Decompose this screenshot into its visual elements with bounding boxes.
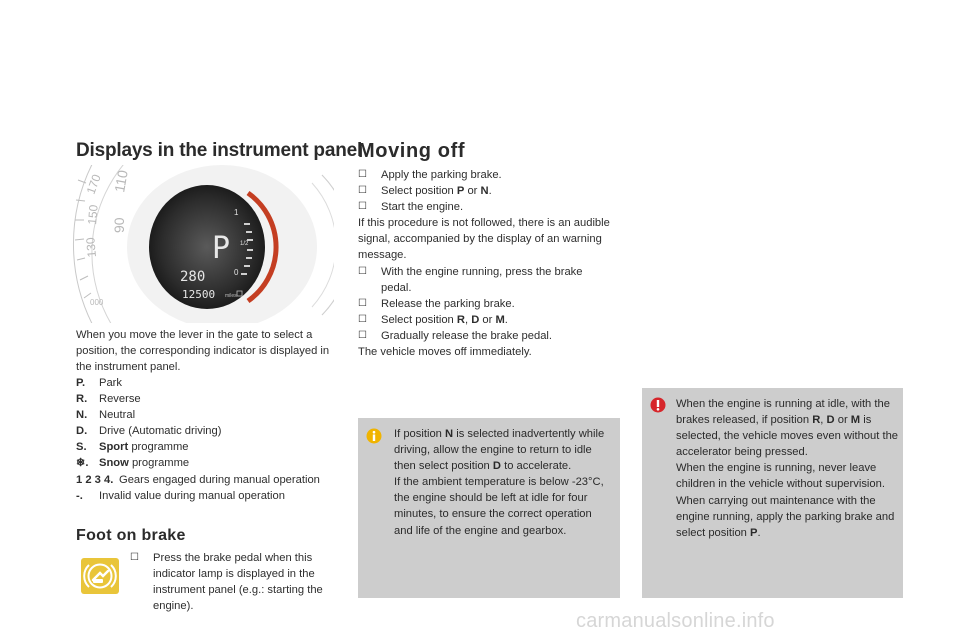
instrument-panel-illustration [72,165,334,323]
warning-box-text: When the engine is running at idle, with the brakes released, if position R, D or M is selected, the vehicle moves even without the accelerator being pressed. When the engine is running, never leave children in the vehicle without supervision. When carrying out maintenance with the engine running, apply the parking brake and select position P. [676,398,899,539]
info-box [358,418,620,598]
def-row: N. Neutral [76,409,136,422]
odometer: 12500 [182,288,216,301]
scale-mark: 90 [111,217,127,233]
bullet-icon: ☐ [358,329,367,341]
def-row: D. Drive (Automatic driving) [76,425,222,438]
bullet-icon: ☐ [358,169,367,180]
section-title-moving-off: Moving off [358,140,466,162]
def-row: R. Reverse [76,393,141,406]
list-item: ☐ Select position P or N. [358,183,613,199]
warning-box [642,388,903,598]
bullet-icon: ☐ [358,313,367,325]
section-title-foot-on-brake: Foot on brake [76,527,186,544]
fuel-mark: 0 [234,268,239,277]
foot-on-brake-icon [80,557,120,595]
section-title-displays: Displays in the instrument panel [76,140,363,161]
def-row: -. Invalid value during manual operation [76,489,285,502]
bullet-icon: ☐ [358,201,367,213]
bullet-icon: ☐ [130,552,139,563]
foot-on-brake-text: ☐ Press the brake pedal when this indicator lamp is displayed in the instrument panel (e.g.: starting the engine). [130,550,336,614]
scale-mark: 170 [83,172,104,197]
scale-small: 000 [90,298,104,307]
list-item: ☐ Release the parking brake. [358,296,613,312]
moving-off-text [358,167,613,360]
odometer-unit: miles [225,293,237,299]
gear-definitions [76,375,334,504]
def-row: P. Park [76,377,123,389]
info-box-text: If position N is selected inadvertently while driving, allow the engine to return to idle then select position D to accelerate. If the ambient temperature is below -23°C, the engine should be left at idle for four minutes, to ensure the correct operation and life of the engine and gearbox. [394,428,605,537]
list-item: ☐ With the engine running, press the brake pedal. [358,264,613,296]
def-row: 1 2 3 4. Gears engaged during manual operation [76,473,320,486]
info-icon [366,428,382,444]
def-row: ❄. Snow programme [76,455,334,471]
snowflake-icon: ❄. [76,457,89,470]
fuel-mark: 1/2 [240,241,249,247]
paragraph: The vehicle moves off immediately. [358,346,532,359]
scale-mark: 130 [83,236,99,258]
scale-mark: 110 [111,168,131,194]
gear-indicator: P [212,231,231,266]
list-item: ☐ Select position R, D or M. [358,312,613,328]
list-item: ☐ Apply the parking brake. [358,167,613,183]
digital-speed: 280 [180,269,206,285]
fuel-mark: 1 [234,208,239,217]
list-item: ☐ Start the engine. [358,199,613,215]
bullet-icon: ☐ [358,265,367,277]
bullet-icon: ☐ [358,185,367,197]
bullet-icon: ☐ [358,297,367,309]
intro-text: When you move the lever in the gate to select a position, the corresponding indicator is displayed in the instrument panel. [76,329,330,374]
scale-mark: 150 [85,204,101,226]
list-item: ☐ Gradually release the brake pedal. [358,328,613,344]
paragraph: If this procedure is not followed, there is an audible signal, accompanied by the display of an warning message. [358,217,610,262]
footer-watermark[interactable]: carmanualsonline.info [576,610,775,632]
def-row: S. Sport programme [76,441,189,454]
warning-icon [650,397,666,413]
